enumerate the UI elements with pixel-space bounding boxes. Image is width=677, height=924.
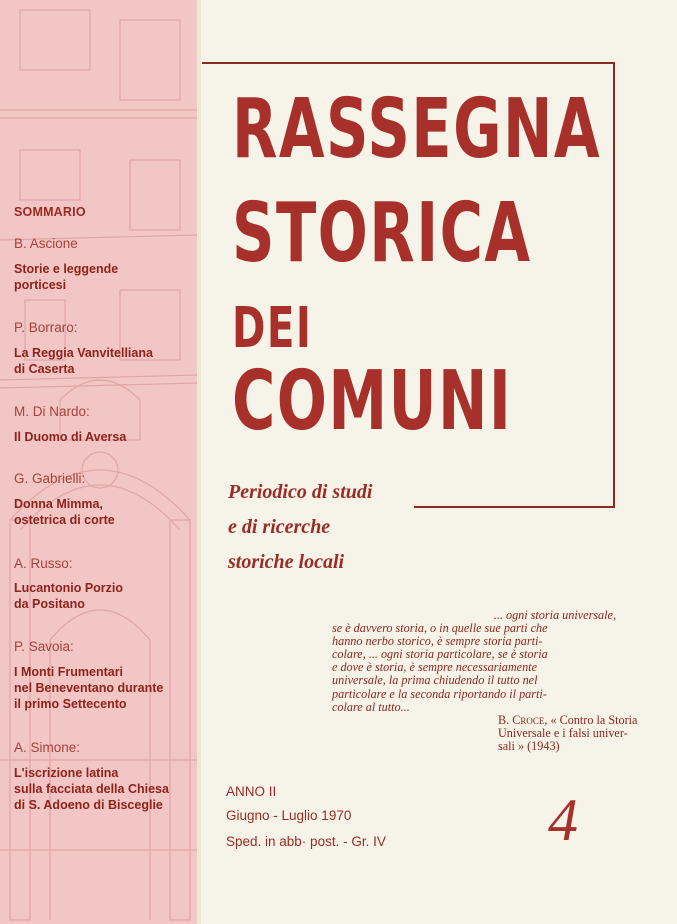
toc-author: G. Gabrielli: — [14, 471, 86, 486]
frame-line-bottom — [414, 506, 615, 508]
toc-title: Il Duomo di Aversa — [14, 430, 127, 444]
citation-line: « Contro la Storia — [550, 713, 638, 727]
toc-title: La Reggia Vanvitelliana di Caserta — [14, 346, 153, 376]
quote-line: e dove è storia, è sempre necessariamente — [332, 660, 537, 675]
toc-heading: SOMMARIO — [14, 205, 86, 219]
toc-title: L'iscrizione latina sulla facciata della Chiesa di S. Adoeno di Bisceglie — [14, 766, 169, 812]
citation-author: Croce, — [512, 713, 548, 727]
toc-author: P. Borraro: — [14, 320, 78, 335]
quote-line: particolare e la seconda riportando il parti- — [332, 686, 547, 701]
quote-line: hanno nerbo storico, è sempre storia parti- — [332, 634, 543, 649]
masthead-line-2: STORICA — [232, 186, 532, 281]
issue-year: ANNO II — [226, 784, 277, 799]
quote-line: colare, ... ogni storia particolare, se è storia — [332, 647, 548, 662]
issue-number: 4 — [548, 787, 578, 853]
citation-initial: B. — [498, 713, 510, 727]
toc-author: M. Di Nardo: — [14, 404, 90, 419]
frame-line-right — [613, 62, 615, 508]
toc-author: A. Russo: — [14, 556, 73, 571]
quote-citation — [498, 714, 637, 753]
toc-author: A. Simone: — [14, 740, 81, 755]
subtitle-line-1: Periodico di studi — [228, 481, 373, 503]
quote-line: universale, la prima chiudendo il tutto nel — [332, 673, 538, 688]
toc-title: Donna Mimma, ostetrica di corte — [14, 497, 115, 527]
issue-date: Giugno - Luglio 1970 — [226, 808, 352, 823]
sidebar-divider — [197, 0, 201, 924]
subtitle-line-3: storiche locali — [228, 551, 345, 573]
toc-title: Storie e leggende porticesi — [14, 262, 119, 292]
toc-author: B. Ascione — [14, 236, 78, 251]
issue-shipping: Sped. in abb· post. - Gr. IV — [226, 834, 386, 849]
sidebar — [0, 0, 198, 924]
epigraph-quote — [332, 609, 616, 714]
frame-line-top — [202, 62, 615, 64]
quote-line: colare al tutto... — [332, 699, 410, 714]
toc-title: I Monti Frumentari nel Beneventano durante il primo Settecento — [14, 665, 164, 711]
masthead-line-1: RASSEGNA — [232, 82, 601, 177]
citation-line: sali » (1943) — [498, 739, 560, 753]
quote-line: ... ogni storia universale, — [493, 608, 616, 622]
citation-line: Universale e i falsi univer- — [498, 726, 628, 740]
masthead-line-3: DEI — [232, 296, 313, 361]
quote-line: se è davvero storia, o in quelle sue parti che — [332, 621, 548, 636]
toc-title: Lucantonio Porzio da Positano — [14, 581, 124, 611]
subtitle-line-2: e di ricerche — [228, 516, 331, 538]
masthead-line-4: COMUNI — [232, 354, 513, 449]
toc-author: P. Savoia: — [14, 639, 74, 654]
